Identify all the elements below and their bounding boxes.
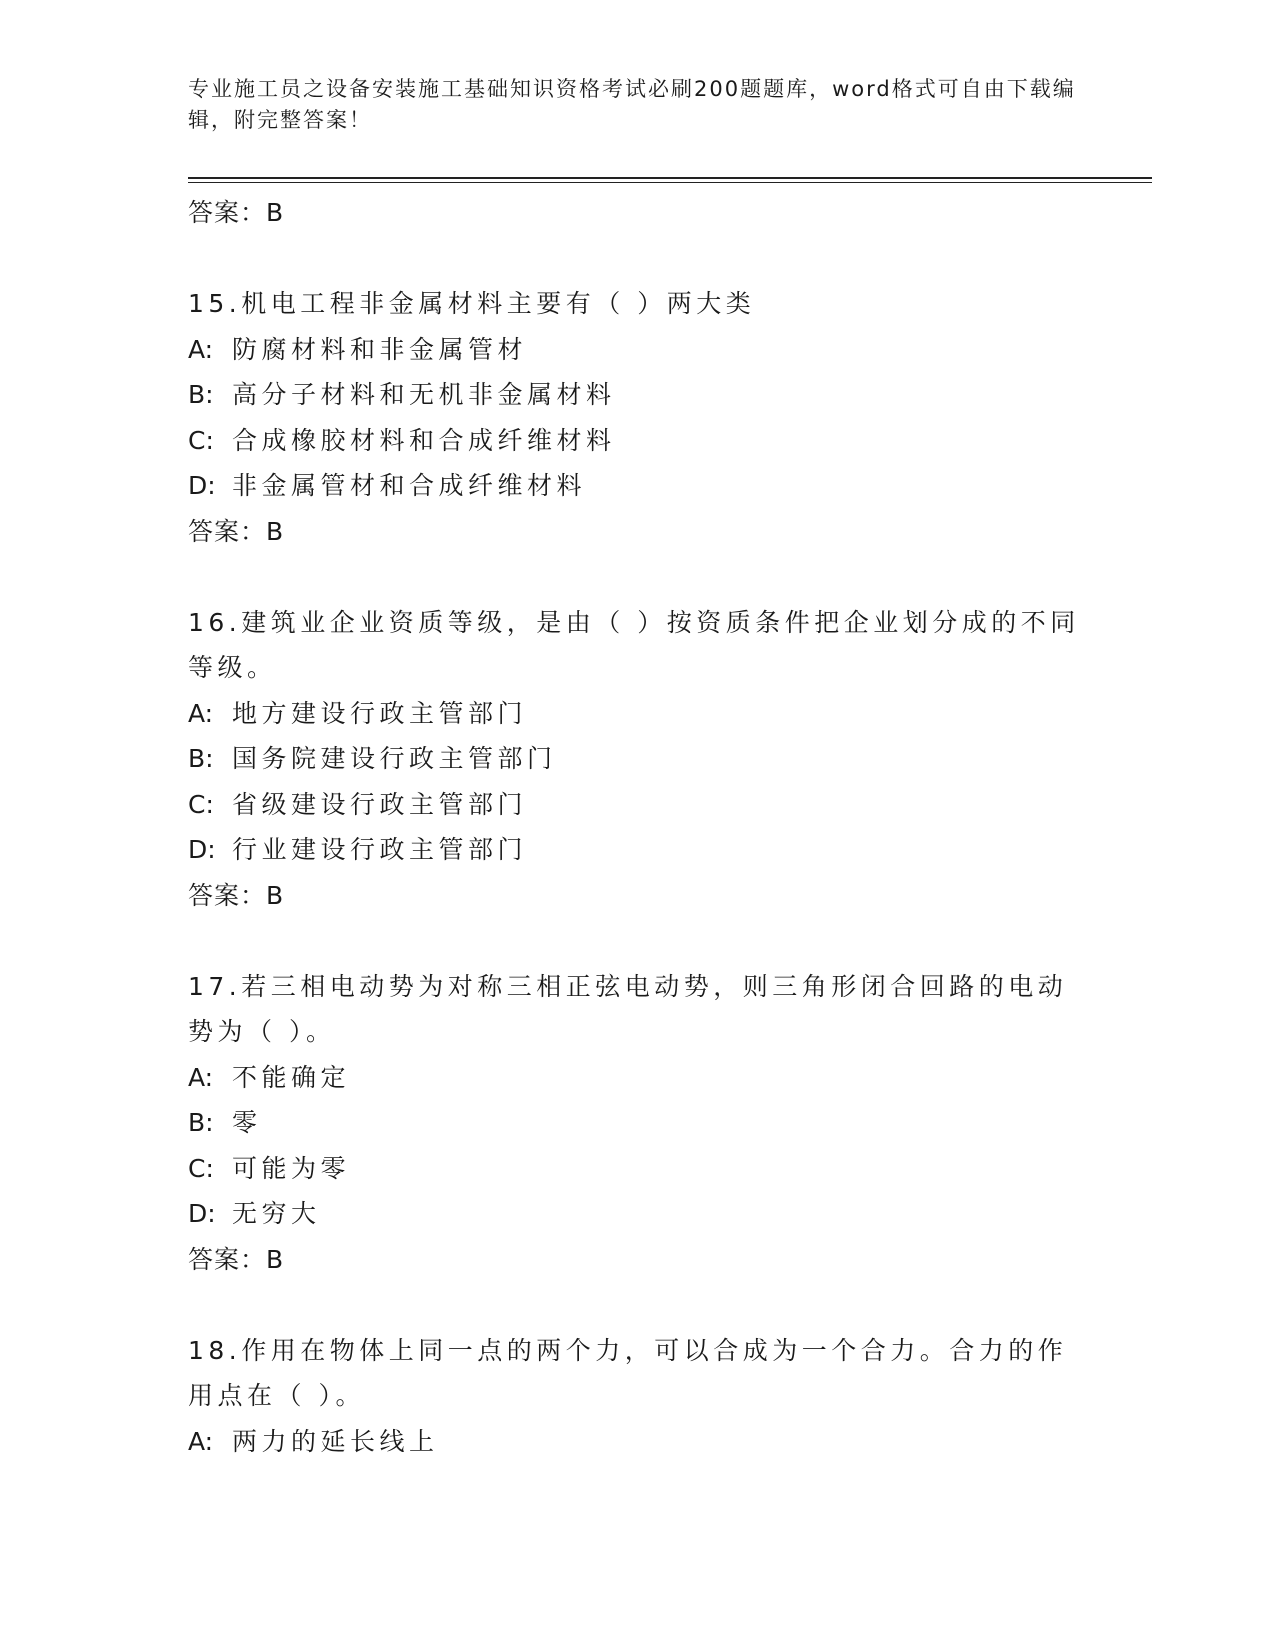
option-d: [188, 827, 1088, 873]
option-b: [188, 1100, 1088, 1146]
question-stem: 16.建筑业企业资质等级，是由（ ）按资质条件把企业划分成的不同等级。: [188, 607, 1080, 682]
option-c: [188, 418, 1088, 464]
option-letter: B:: [188, 380, 214, 409]
option-letter: D:: [188, 471, 216, 500]
option-letter: A:: [188, 1426, 214, 1456]
option-text: 地方建设行政主管部门: [232, 698, 528, 728]
header-divider-thin: [188, 182, 1152, 183]
answer-line: 答案：B: [188, 1244, 285, 1274]
option-text: 行业建设行政主管部门: [232, 835, 528, 864]
answer-line: 答案：B: [188, 880, 285, 910]
header-divider-thick: [188, 177, 1152, 179]
option-letter: D:: [188, 1199, 216, 1228]
option-letter: B:: [188, 1108, 214, 1137]
option-text: 合成橡胶材料和合成纤维材料: [232, 425, 616, 455]
option-letter: A:: [188, 698, 214, 728]
option-letter: B:: [188, 744, 214, 773]
option-a: [188, 691, 1088, 737]
question-block: [188, 1328, 1088, 1465]
option-text: 非金属管材和合成纤维材料: [232, 471, 587, 500]
question-stem: 15.机电工程非金属材料主要有（ ）两大类: [188, 289, 756, 318]
option-text: 国务院建设行政主管部门: [232, 744, 557, 773]
option-letter: D:: [188, 835, 216, 864]
option-text: 高分子材料和无机非金属材料: [232, 380, 616, 409]
option-letter: C:: [188, 1153, 214, 1183]
option-c: [188, 782, 1088, 828]
answer-line: 答案：B: [188, 198, 285, 227]
page-header: 专业施工员之设备安装施工基础知识资格考试必刷200题题库，word格式可自由下载编辑，附完整答案！: [188, 77, 1076, 132]
option-d: [188, 463, 1088, 509]
option-d: [188, 1191, 1088, 1237]
question-stem: 17.若三相电动势为对称三相正弦电动势，则三角形闭合回路的电动势为（ ）。: [188, 971, 1068, 1046]
option-text: 无穷大: [232, 1199, 321, 1228]
option-c: [188, 1146, 1088, 1192]
option-a: [188, 327, 1088, 373]
question-list: [188, 190, 1088, 1464]
option-letter: A:: [188, 1062, 214, 1092]
question-stem: 18.作用在物体上同一点的两个力，可以合成为一个合力。合力的作用点在（ ）。: [188, 1335, 1068, 1410]
option-text: 不能确定: [232, 1062, 351, 1092]
option-b: [188, 372, 1088, 418]
question-block: [188, 600, 1088, 918]
option-letter: A:: [188, 334, 214, 364]
option-text: 两力的延长线上: [232, 1426, 439, 1456]
option-text: 零: [232, 1108, 262, 1137]
option-text: 防腐材料和非金属管材: [232, 334, 528, 364]
question-block: [188, 281, 1088, 554]
option-text: 省级建设行政主管部门: [232, 789, 528, 819]
option-letter: C:: [188, 789, 214, 819]
option-text: 可能为零: [232, 1153, 351, 1183]
option-letter: C:: [188, 425, 214, 455]
question-block: [188, 964, 1088, 1282]
option-a: [188, 1419, 1088, 1465]
option-b: [188, 736, 1088, 782]
answer-line: 答案：B: [188, 516, 285, 546]
option-a: [188, 1055, 1088, 1101]
